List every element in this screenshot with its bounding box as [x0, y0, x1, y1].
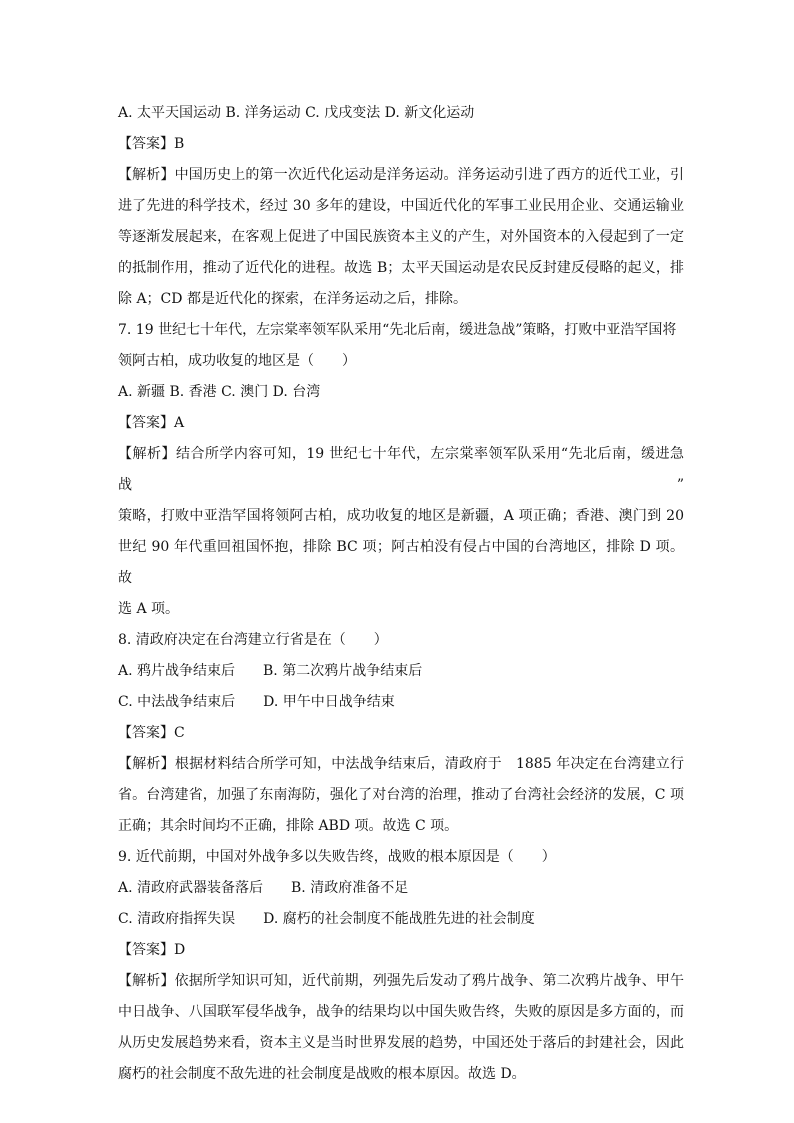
q6-answer: 【答案】B	[118, 136, 185, 152]
q6-analysis-3: 等逐渐发展起来，在客观上促进了中国民族资本主义的产生，对外国资本的入侵起到了一定	[118, 229, 684, 245]
q9-stem: 9. 近代前期，中国对外战争多以失败告终，战败的根本原因是（ ）	[118, 849, 556, 865]
q6-analysis-2: 进了先进的科学技术，经过 30 多年的建设，中国近代化的军事工业民用企业、交通运输业	[118, 198, 684, 214]
q7-analysis-1: 【解析】结合所学内容可知，19 世纪七十年代，左宗棠率领军队采用“先北后南，缓进急战”	[118, 446, 684, 493]
q8-stem: 8. 清政府决定在台湾建立行省是在（ ）	[118, 632, 388, 648]
q8-analysis-3: 正确；其余时间均不正确，排除 ABD 项。故选 C 项。	[118, 818, 459, 834]
document-page	[118, 98, 684, 1090]
q7-options: A. 新疆 B. 香港 C. 澳门 D. 台湾	[118, 384, 321, 400]
q8-options-1: A. 鸦片战争结束后 B. 第二次鸦片战争结束后	[118, 663, 423, 679]
q7-analysis-4: 选 A 项。	[118, 601, 180, 617]
q9-answer: 【答案】D	[118, 942, 186, 958]
q8-answer: 【答案】C	[118, 725, 185, 741]
q9-analysis-3: 从历史发展趋势来看，资本主义是当时世界发展的趋势，中国还处于落后的封建社会，因此	[118, 1035, 684, 1051]
q9-analysis-1: 【解析】依据所学知识可知，近代前期，列强先后发动了鸦片战争、第二次鸦片战争、甲午	[118, 973, 684, 989]
q7-answer: 【答案】A	[118, 415, 185, 431]
q9-analysis-2: 中日战争、八国联军侵华战争，战争的结果均以中国失败告终，失败的原因是多方面的，而	[118, 1004, 684, 1020]
q9-options-2: C. 清政府指挥失误 D. 腐朽的社会制度不能战胜先进的社会制度	[118, 911, 535, 927]
q7-stem-2: 领阿古柏，成功收复的地区是（ ）	[118, 353, 356, 369]
q9-options-1: A. 清政府武器装备落后 B. 清政府准备不足	[118, 880, 409, 896]
q8-options-2: C. 中法战争结束后 D. 甲午中日战争结束	[118, 694, 395, 710]
q9-analysis-4: 腐朽的社会制度不敌先进的社会制度是战败的根本原因。故选 D。	[118, 1066, 526, 1082]
q8-analysis-1: 【解析】根据材料结合所学可知，中法战争结束后，清政府于 1885 年决定在台湾建立行	[118, 756, 684, 772]
q8-analysis-2: 省。台湾建省，加强了东南海防，强化了对台湾的治理，推动了台湾社会经济的发展，C 项	[118, 787, 684, 803]
q6-analysis-1: 【解析】中国历史上的第一次近代化运动是洋务运动。洋务运动引进了西方的近代工业，引	[118, 167, 684, 183]
q7-stem-1: 7. 19 世纪七十年代，左宗棠率领军队采用“先北后南，缓进急战”策略，打败中亚浩罕国将	[118, 322, 677, 338]
q7-analysis-3: 世纪 90 年代重回祖国怀抱，排除 BC 项；阿古柏没有侵占中国的台湾地区，排除 D 项。故	[118, 539, 684, 586]
q7-analysis-2: 策略，打败中亚浩罕国将领阿古柏，成功收复的地区是新疆，A 项正确；香港、澳门到 20	[118, 508, 684, 524]
q6-options: A. 太平天国运动 B. 洋务运动 C. 戊戌变法 D. 新文化运动	[118, 105, 475, 121]
q6-analysis-5: 除 A；CD 都是近代化的探索，在洋务运动之后，排除。	[118, 291, 467, 307]
q6-analysis-4: 的抵制作用，推动了近代化的进程。故选 B；太平天国运动是农民反封建反侵略的起义，排	[118, 260, 684, 276]
